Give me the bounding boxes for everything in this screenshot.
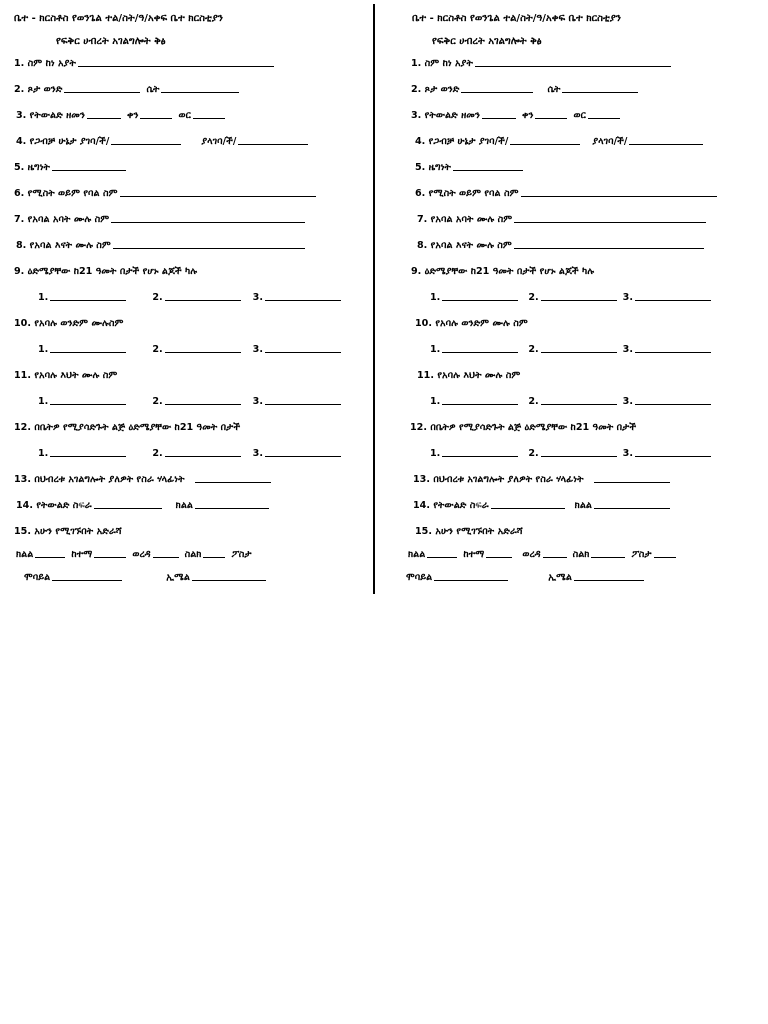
label-married: 4. የጋብቻ ሁኔታ ያገባ/ች/: [415, 136, 509, 147]
form-header-subtitle: የፍቅር ሀብረት አገልግሎት ቅፅ: [56, 36, 166, 47]
field-marital-status: [415, 136, 709, 147]
input-phone[interactable]: [591, 556, 625, 558]
form-header-title: ቤተ - ክርስቶስ የወንጌል ተል/ስት/ዓ/አቀፍ ቤተ ክርስቲያን: [412, 13, 622, 24]
label-po-box: ፖስታ: [631, 549, 652, 560]
input-po-box[interactable]: [654, 556, 676, 558]
field-sisters-list: [38, 396, 347, 407]
field-address-heading: [14, 526, 122, 537]
input-foster-3[interactable]: [265, 455, 341, 457]
input-gender-female[interactable]: [161, 91, 239, 93]
field-mother-name: [417, 240, 710, 251]
list-number-2: 2.: [152, 448, 163, 459]
label-city: ከተማ: [463, 549, 485, 560]
input-married[interactable]: [510, 143, 580, 145]
label-birth-year: 3. የትውልድ ዘመን: [16, 110, 86, 121]
label-married: 4. የጋብቻ ሁኔታ ያገባ/ች/: [16, 136, 110, 147]
label-spouse-name: 6. የሚስት ወይም የባል ስም: [415, 188, 519, 199]
field-children-list: [430, 292, 717, 303]
field-responsibility: [413, 474, 676, 485]
input-woreda[interactable]: [153, 556, 179, 558]
field-address-line1: [408, 549, 682, 560]
list-number-1: 1.: [430, 292, 441, 303]
label-birth-month: ወር: [573, 110, 586, 121]
field-brothers-list: [38, 344, 347, 355]
input-region[interactable]: [427, 556, 457, 558]
input-brother-1[interactable]: [50, 351, 126, 353]
input-phone[interactable]: [203, 556, 225, 558]
label-birthplace: 14. የትውልድ ስፍራ: [413, 500, 489, 511]
field-birth-date: [16, 110, 231, 121]
field-marital-status: [16, 136, 314, 147]
label-gender-female: ሴት: [547, 84, 561, 95]
input-responsibility[interactable]: [594, 481, 670, 483]
membership-form-right: [396, 0, 766, 600]
field-gender: [411, 84, 644, 95]
field-foster-heading: [14, 422, 240, 433]
input-child-3[interactable]: [635, 299, 711, 301]
list-number-1: 1.: [38, 448, 49, 459]
input-foster-2[interactable]: [165, 455, 241, 457]
label-spouse-name: 6. የሚስት ወይም የባል ስም: [14, 188, 118, 199]
label-children: 9. ዕድሜያቸው ከ21 ዓመት በታች የሆኑ ልጆች ካሉ: [14, 266, 198, 277]
input-email[interactable]: [574, 579, 644, 581]
label-full-name: 1. ስም ከነ አያት: [411, 58, 473, 69]
label-brothers: 10. የአባሉ ወንድም ሙሉስም: [14, 318, 124, 329]
label-phone: ስልክ: [184, 549, 202, 560]
input-unmarried[interactable]: [629, 143, 703, 145]
input-mother-name[interactable]: [113, 247, 305, 249]
input-spouse-name[interactable]: [521, 195, 717, 197]
label-sisters: 11. የአባሉ እህት ሙሉ ስም: [14, 370, 118, 381]
list-number-3: 3.: [252, 448, 263, 459]
label-father-name: 7. የአባል አባት ሙሉ ስም: [14, 214, 110, 225]
label-nationality: 5. ዜግነት: [415, 162, 452, 173]
field-children-heading: [14, 266, 197, 277]
input-birthplace[interactable]: [94, 507, 162, 509]
input-birth-month[interactable]: [193, 117, 225, 119]
field-sisters-heading: [14, 370, 117, 381]
input-mobile[interactable]: [434, 579, 508, 581]
field-sisters-list: [430, 396, 717, 407]
input-gender-male[interactable]: [461, 91, 533, 93]
field-birthplace: [413, 500, 676, 511]
form-header-title: ቤተ - ክርስቶስ የወንጌል ተል/ስት/ዓ/አቀፍ ቤተ ክርስቲያን: [14, 13, 224, 24]
list-number-1: 1.: [38, 292, 49, 303]
label-unmarried: ያላገባ/ች/: [592, 136, 628, 147]
list-number-3: 3.: [252, 344, 263, 355]
label-birth-month: ወር: [178, 110, 191, 121]
label-email: ኢሜል: [166, 572, 190, 583]
list-number-1: 1.: [430, 396, 441, 407]
label-responsibility: 13. በህብረቱ አገልግሎት ያለዎት የስራ ሃላፊነት: [14, 474, 185, 485]
field-full-name: [411, 58, 677, 69]
input-full-name[interactable]: [78, 65, 274, 67]
input-child-2[interactable]: [165, 299, 241, 301]
input-city[interactable]: [94, 556, 126, 558]
field-address-line2: [24, 572, 272, 583]
input-mobile[interactable]: [52, 579, 122, 581]
field-mother-name: [16, 240, 311, 251]
input-foster-1[interactable]: [50, 455, 126, 457]
input-woreda[interactable]: [543, 556, 567, 558]
label-foster-children: 12. በቤትዎ የሚያሳድጉት ልጅ ዕድሜያቸው ከ21 ዓመት በታች: [410, 422, 637, 433]
field-gender: [14, 84, 245, 95]
list-number-3: 3.: [622, 396, 633, 407]
input-birth-region[interactable]: [594, 507, 670, 509]
input-sister-3[interactable]: [635, 403, 711, 405]
input-email[interactable]: [192, 579, 266, 581]
input-sister-3[interactable]: [265, 403, 341, 405]
label-woreda: ወረዳ: [522, 549, 541, 560]
field-brothers-heading: [14, 318, 124, 329]
list-number-2: 2.: [528, 448, 539, 459]
label-children: 9. ዕድሜያቸው ከ21 ዓመት በታች የሆኑ ልጆች ካሉ: [411, 266, 595, 277]
field-responsibility: [14, 474, 277, 485]
field-foster-list: [38, 448, 347, 459]
input-birth-year[interactable]: [482, 117, 516, 119]
field-father-name: [417, 214, 712, 225]
input-nationality[interactable]: [453, 169, 523, 171]
input-brother-3[interactable]: [635, 351, 711, 353]
input-sister-2[interactable]: [165, 403, 241, 405]
input-city[interactable]: [486, 556, 512, 558]
membership-form-left: [0, 0, 370, 600]
input-birth-day[interactable]: [535, 117, 567, 119]
input-child-1[interactable]: [442, 299, 518, 301]
list-number-2: 2.: [528, 344, 539, 355]
label-mobile: ሞባይል: [406, 572, 433, 583]
input-father-name[interactable]: [514, 221, 706, 223]
input-mother-name[interactable]: [514, 247, 704, 249]
list-number-3: 3.: [252, 396, 263, 407]
input-married[interactable]: [111, 143, 181, 145]
label-mother-name: 8. የአባል እናት ሙሉ ስም: [417, 240, 512, 251]
label-region: ክልል: [16, 549, 34, 560]
label-father-name: 7. የአባል አባት ሙሉ ስም: [417, 214, 513, 225]
list-number-2: 2.: [152, 292, 163, 303]
label-birth-region: ክልል: [175, 500, 194, 511]
label-gender-male: 2. ጾታ ወንድ: [411, 84, 460, 95]
field-spouse-name: [14, 188, 322, 199]
input-sister-2[interactable]: [541, 403, 617, 405]
field-brothers-list: [430, 344, 717, 355]
label-current-address: 15. አሁን የሚገኙበት አድራሻ: [14, 526, 122, 537]
input-foster-1[interactable]: [442, 455, 518, 457]
field-foster-list: [430, 448, 717, 459]
label-region: ክልል: [408, 549, 426, 560]
label-brothers: 10. የአባሉ ወንድም ሙሉ ስም: [415, 318, 528, 329]
input-gender-female[interactable]: [562, 91, 638, 93]
field-foster-heading: [410, 422, 636, 433]
input-child-2[interactable]: [541, 299, 617, 301]
input-sister-1[interactable]: [50, 403, 126, 405]
input-birth-month[interactable]: [588, 117, 620, 119]
field-sisters-heading: [417, 370, 520, 381]
input-brother-1[interactable]: [442, 351, 518, 353]
input-foster-2[interactable]: [541, 455, 617, 457]
field-nationality: [415, 162, 529, 173]
input-spouse-name[interactable]: [120, 195, 316, 197]
input-foster-3[interactable]: [635, 455, 711, 457]
input-responsibility[interactable]: [195, 481, 271, 483]
list-number-1: 1.: [430, 448, 441, 459]
list-number-1: 1.: [38, 344, 49, 355]
list-number-1: 1.: [430, 344, 441, 355]
input-birth-region[interactable]: [195, 507, 269, 509]
label-city: ከተማ: [71, 549, 93, 560]
label-birth-year: 3. የትውልድ ዘመን: [411, 110, 481, 121]
input-sister-1[interactable]: [442, 403, 518, 405]
label-sisters: 11. የአባሉ እህት ሙሉ ስም: [417, 370, 521, 381]
label-gender-male: 2. ጾታ ወንድ: [14, 84, 63, 95]
input-brother-2[interactable]: [165, 351, 241, 353]
label-email: ኢሜል: [548, 572, 572, 583]
field-full-name: [14, 58, 280, 69]
label-nationality: 5. ዜግነት: [14, 162, 51, 173]
list-number-1: 1.: [38, 396, 49, 407]
form-header-subtitle: የፍቅር ሀብረት አገልግሎት ቅፅ: [432, 36, 542, 47]
field-birth-date: [411, 110, 626, 121]
list-number-3: 3.: [622, 292, 633, 303]
label-birth-region: ክልል: [574, 500, 593, 511]
input-birthplace[interactable]: [491, 507, 565, 509]
input-child-3[interactable]: [265, 299, 341, 301]
field-birthplace: [16, 500, 275, 511]
input-gender-male[interactable]: [64, 91, 140, 93]
input-nationality[interactable]: [52, 169, 126, 171]
label-mother-name: 8. የአባል እናት ሙሉ ስም: [16, 240, 111, 251]
field-address-heading: [415, 526, 523, 537]
field-father-name: [14, 214, 311, 225]
label-current-address: 15. አሁን የሚገኙበት አድራሻ: [415, 526, 523, 537]
label-gender-female: ሴት: [146, 84, 160, 95]
input-brother-3[interactable]: [265, 351, 341, 353]
field-address-line1: [16, 549, 252, 560]
label-birthplace: 14. የትውልድ ስፍራ: [16, 500, 92, 511]
input-birth-year[interactable]: [87, 117, 121, 119]
label-phone: ስልክ: [572, 549, 590, 560]
field-children-list: [38, 292, 347, 303]
input-full-name[interactable]: [475, 65, 671, 67]
label-responsibility: 13. በህብረቱ አገልግሎት ያለዎት የስራ ሃላፊነት: [413, 474, 584, 485]
label-birth-day: ቀን: [522, 110, 534, 121]
list-number-3: 3.: [252, 292, 263, 303]
input-child-1[interactable]: [50, 299, 126, 301]
field-spouse-name: [415, 188, 723, 199]
label-woreda: ወረዳ: [132, 549, 151, 560]
input-region[interactable]: [35, 556, 65, 558]
input-birth-day[interactable]: [140, 117, 172, 119]
list-number-2: 2.: [528, 292, 539, 303]
input-brother-2[interactable]: [541, 351, 617, 353]
column-divider: [373, 4, 375, 594]
field-address-line2: [406, 572, 650, 583]
field-children-heading: [411, 266, 594, 277]
label-foster-children: 12. በቤትዎ የሚያሳድጉት ልጅ ዕድሜያቸው ከ21 ዓመት በታች: [14, 422, 241, 433]
label-unmarried: ያላገባ/ች/: [201, 136, 237, 147]
list-number-2: 2.: [152, 344, 163, 355]
list-number-3: 3.: [622, 448, 633, 459]
field-nationality: [14, 162, 132, 173]
label-birth-day: ቀን: [127, 110, 139, 121]
list-number-3: 3.: [622, 344, 633, 355]
label-full-name: 1. ስም ከነ አያት: [14, 58, 76, 69]
field-brothers-heading: [415, 318, 528, 329]
label-mobile: ሞባይል: [24, 572, 51, 583]
input-father-name[interactable]: [111, 221, 305, 223]
input-unmarried[interactable]: [238, 143, 308, 145]
list-number-2: 2.: [152, 396, 163, 407]
list-number-2: 2.: [528, 396, 539, 407]
label-po-box: ፖስታ: [231, 549, 252, 560]
